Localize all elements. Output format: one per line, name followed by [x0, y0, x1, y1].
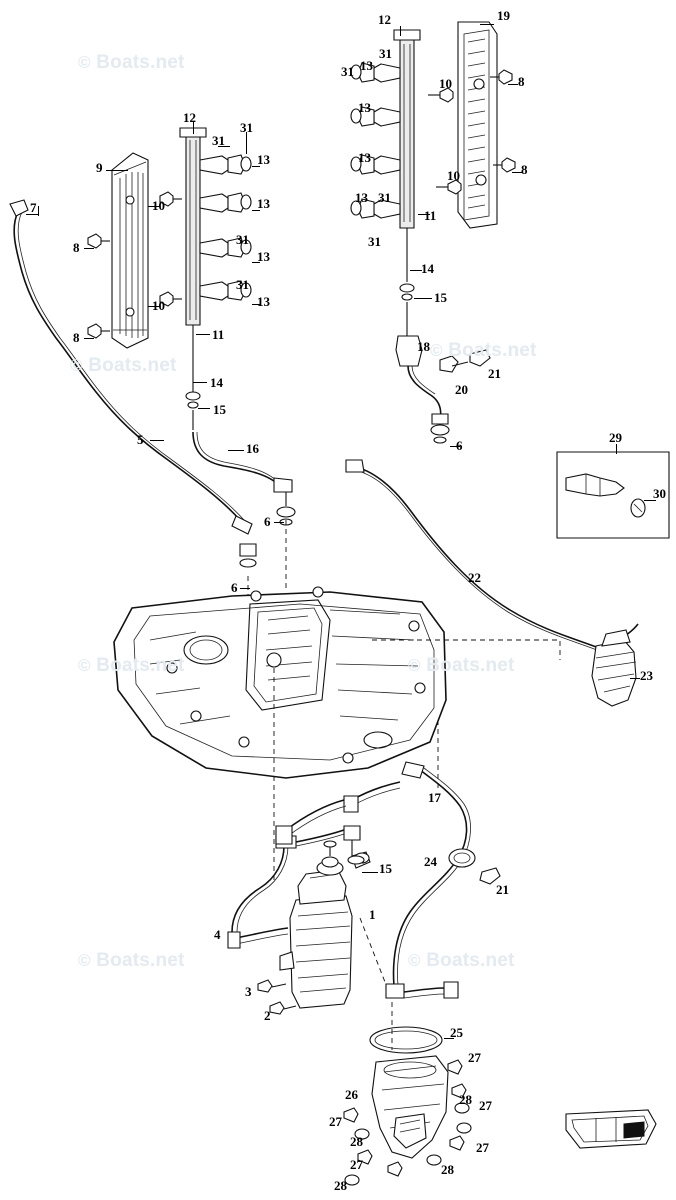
callout-20: 20: [455, 382, 468, 397]
callout-10: 10: [447, 168, 460, 183]
callout-11: 11: [212, 327, 225, 342]
callout-28: 28: [334, 1178, 347, 1193]
callout-12: 12: [378, 12, 391, 27]
callout-31: 31: [212, 133, 225, 148]
callout-28: 28: [459, 1092, 472, 1107]
watermark: © Boats.net: [70, 355, 177, 376]
callout-27: 27: [329, 1114, 342, 1129]
leader-line: [198, 408, 210, 409]
callout-13: 13: [358, 150, 371, 165]
callout-29: 29: [609, 430, 622, 445]
callout-24: 24: [424, 854, 437, 869]
leader-line: [193, 382, 207, 383]
leader-line: [228, 450, 244, 451]
leader-line: [150, 440, 164, 441]
watermark: © Boats.net: [408, 950, 515, 971]
callout-31: 31: [240, 120, 253, 135]
callout-7: 7: [30, 200, 37, 215]
callout-21: 21: [488, 366, 501, 381]
callout-23: 23: [640, 668, 653, 683]
callout-27: 27: [350, 1157, 363, 1172]
callout-14: 14: [421, 261, 434, 276]
callout-12: 12: [183, 110, 196, 125]
callout-31: 31: [341, 64, 354, 79]
callout-8: 8: [73, 330, 80, 345]
callout-27: 27: [476, 1140, 489, 1155]
boat-icon: [566, 1110, 656, 1148]
leader-line: [38, 206, 39, 216]
callout-28: 28: [441, 1162, 454, 1177]
callout-13: 13: [257, 249, 270, 264]
part-pump-1: [280, 841, 370, 1008]
callout-2: 2: [264, 1008, 271, 1023]
callout-27: 27: [468, 1050, 481, 1065]
callout-13: 13: [355, 190, 368, 205]
callout-1: 1: [369, 907, 376, 922]
callout-8: 8: [518, 74, 525, 89]
leader-line: [84, 338, 94, 339]
callout-26: 26: [345, 1087, 358, 1102]
callout-4: 4: [214, 927, 221, 942]
part-cover-left: [112, 153, 148, 348]
part-hose-16: [193, 432, 295, 525]
callout-13: 13: [257, 294, 270, 309]
watermark: © Boats.net: [408, 655, 515, 676]
callout-19: 19: [497, 8, 510, 23]
callout-6: 6: [264, 514, 271, 529]
leader-line: [196, 334, 210, 335]
watermark: © Boats.net: [78, 950, 185, 971]
callout-21: 21: [496, 882, 509, 897]
callout-3: 3: [245, 984, 252, 999]
part-bolts-right: [490, 70, 515, 172]
callout-9: 9: [96, 160, 103, 175]
callout-22: 22: [468, 570, 481, 585]
callout-30: 30: [653, 486, 666, 501]
leader-line: [240, 588, 250, 589]
callout-15: 15: [379, 861, 392, 876]
leader-line: [362, 872, 378, 873]
callout-13: 13: [257, 152, 270, 167]
callout-16: 16: [246, 441, 259, 456]
leader-line: [274, 522, 284, 523]
callout-17: 17: [428, 790, 441, 805]
leader-line: [400, 26, 401, 36]
leader-line: [414, 298, 432, 299]
part-cover-right: [458, 22, 497, 228]
callout-13: 13: [257, 196, 270, 211]
callout-31: 31: [236, 277, 249, 292]
callout-31: 31: [236, 232, 249, 247]
callout-25: 25: [450, 1025, 463, 1040]
part-gasket-25: [370, 1027, 442, 1053]
leader-line: [480, 24, 494, 25]
part-housing-26: [372, 1056, 448, 1158]
callout-15: 15: [213, 402, 226, 417]
callout-8: 8: [521, 162, 528, 177]
callout-28: 28: [350, 1134, 363, 1149]
callout-27: 27: [479, 1098, 492, 1113]
callout-31: 31: [378, 190, 391, 205]
part-fuel-filter-23: [592, 630, 636, 706]
callout-6: 6: [456, 438, 463, 453]
callout-18: 18: [417, 339, 430, 354]
watermark: © Boats.net: [78, 655, 185, 676]
watermark: © Boats.net: [430, 340, 537, 361]
callout-13: 13: [358, 100, 371, 115]
callout-10: 10: [152, 198, 165, 213]
part-bolts-left: [88, 234, 110, 338]
callout-5: 5: [137, 432, 144, 447]
callout-6: 6: [231, 580, 238, 595]
part-hose-upper-17: [276, 782, 400, 844]
callout-10: 10: [152, 298, 165, 313]
leader-line: [106, 170, 128, 171]
leader-line: [84, 248, 94, 249]
callout-11: 11: [424, 208, 437, 223]
leader-line: [508, 84, 518, 85]
callout-14: 14: [210, 375, 223, 390]
callout-8: 8: [73, 240, 80, 255]
watermark: © Boats.net: [78, 52, 185, 73]
callout-10: 10: [439, 76, 452, 91]
callout-31: 31: [368, 234, 381, 249]
callout-15: 15: [434, 290, 447, 305]
leader-line: [630, 678, 640, 679]
callout-13: 13: [360, 58, 373, 73]
callout-31: 31: [379, 46, 392, 61]
part-engine-plate: [114, 587, 446, 778]
